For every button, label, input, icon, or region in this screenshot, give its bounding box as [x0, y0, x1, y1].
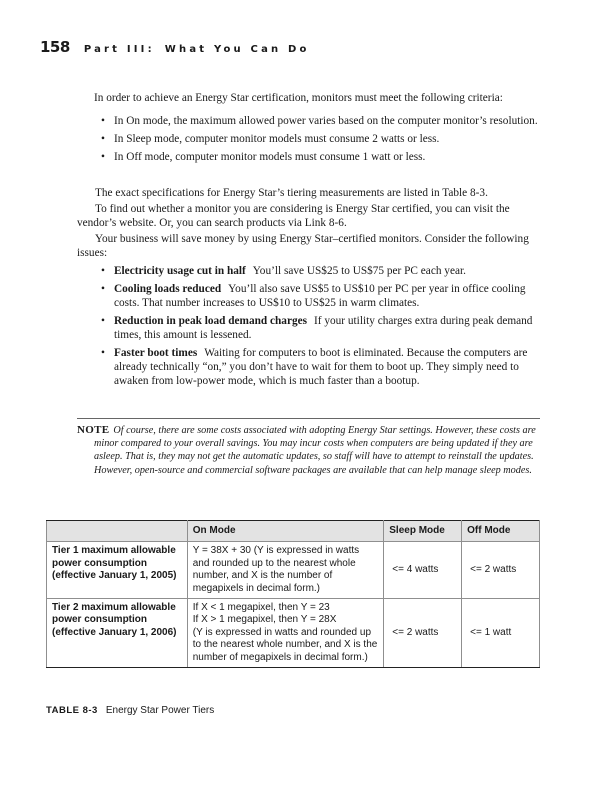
list-item: • In Sleep mode, computer monitor models must consume 2 watts or less.: [101, 133, 440, 145]
intro-paragraph: In order to achieve an Energy Star certification, monitors must meet the following criteria:: [94, 92, 503, 104]
paragraph: The exact specifications for Energy Star’s tiering measurements are listed in Table 8-3.: [95, 187, 488, 199]
row-header: Tier 1 maximum allowable power consumption (effective January 1, 2005): [47, 542, 188, 599]
note-label: NOTE: [77, 424, 110, 436]
column-header: [47, 521, 188, 542]
page-number: 158: [40, 38, 70, 56]
bullet-icon: •: [101, 115, 105, 127]
table-caption: [46, 705, 214, 716]
column-header: Sleep Mode: [384, 521, 462, 542]
list-item: • Faster boot times Waiting for computers to boot is eliminated. Because the computers are already technically “on,” you don’t have to wait for them to boot up. They simply need to awaken from low-power mode, which is much faster than a bootup.: [101, 347, 528, 387]
note-text: Of course, there are some costs associated with adopting Energy Star settings. However, these costs are minor compared to your overall savings. You may incur costs when computers are being updated if they are asleep. That is, they may not get the automatic updates, so staff will have to attempt to reinstall the updates. However, open-source and commercial software packages are available that can help manage sleep modes.: [94, 425, 536, 476]
issues-list: [98, 264, 544, 392]
energy-star-table: [46, 520, 540, 668]
running-header: [40, 38, 310, 58]
row-header: Tier 2 maximum allowable power consumption (effective January 1, 2006): [47, 599, 188, 668]
list-item: • In Off mode, computer monitor models must consume 1 watt or less.: [101, 151, 426, 163]
list-item: • Reduction in peak load demand charges If your utility charges extra during peak demand times, this amount is lessened.: [101, 315, 533, 341]
column-header: Off Mode: [462, 521, 540, 542]
part-label: Part III:: [83, 44, 155, 55]
paragraph: Your business will save money by using Energy Star–certified monitors. Consider the following issues:: [77, 233, 529, 259]
list-item: • In On mode, the maximum allowed power varies based on the computer monitor’s resolution.: [101, 115, 538, 127]
table-cell: <= 2 watts: [462, 542, 540, 599]
table-row: [47, 599, 540, 668]
list-item: • Cooling loads reduced You’ll also save US$5 to US$10 per PC per year in office cooling costs. That number increases to US$10 to US$25 in warm climates.: [101, 283, 526, 309]
issue-term: Cooling loads reduced: [114, 283, 222, 295]
table-cell: <= 2 watts: [384, 599, 462, 668]
bullet-icon: •: [101, 283, 105, 295]
table-header-row: [47, 521, 540, 542]
criteria-list: [98, 114, 544, 168]
part-title: What You Can Do: [164, 44, 310, 55]
paragraph: To find out whether a monitor you are considering is Energy Star certified, you can visit the vendor’s website. Or, you can search products via Link 8-6.: [77, 203, 510, 229]
column-header: On Mode: [187, 521, 384, 542]
note-box: [77, 418, 540, 477]
issue-term: Reduction in peak load demand charges: [114, 315, 308, 327]
body-paragraphs: [77, 186, 544, 262]
bullet-icon: •: [101, 315, 105, 327]
bullet-icon: •: [101, 347, 105, 359]
table-cell: <= 4 watts: [384, 542, 462, 599]
issue-term: Electricity usage cut in half: [114, 265, 246, 277]
table-row: [47, 542, 540, 599]
bullet-icon: •: [101, 151, 105, 163]
caption-label: TABLE 8-3: [46, 705, 98, 716]
caption-text: Energy Star Power Tiers: [105, 705, 215, 716]
table-cell: Y = 38X + 30 (Y is expressed in watts and rounded up to the nearest whole number, and X is the number of megapixels in decimal form.): [187, 542, 384, 599]
list-item: • Electricity usage cut in half You’ll save US$25 to US$75 per PC each year.: [101, 265, 466, 277]
table-cell: <= 1 watt: [462, 599, 540, 668]
bullet-icon: •: [101, 265, 105, 277]
issue-term: Faster boot times: [114, 347, 198, 359]
table-cell: If X < 1 megapixel, then Y = 23 If X > 1 megapixel, then Y = 28X (Y is expressed in watts and rounded up to the nearest whole number, and X is the number of megapixels in decimal form.): [187, 599, 384, 668]
bullet-icon: •: [101, 133, 105, 145]
